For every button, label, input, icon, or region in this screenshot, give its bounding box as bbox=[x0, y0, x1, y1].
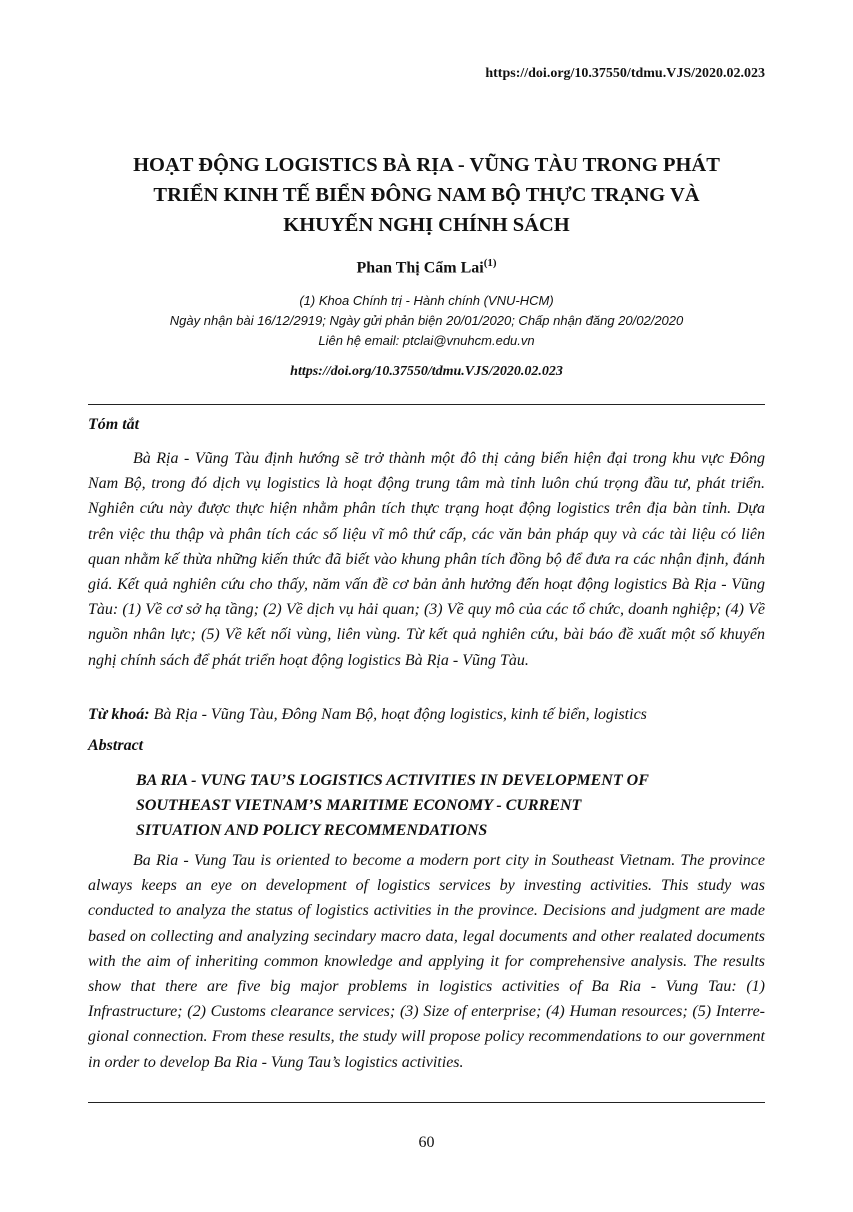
english-title-line: BA RIA - VUNG TAU’S LOGISTICS ACTIVITIES IN DEVELOPMENT OF bbox=[136, 772, 649, 789]
summary-paragraph: Bà Rịa - Vũng Tàu định hướng sẽ trở thành một đô thị cảng biển hiện đại trong khu vực Đông Nam Bộ, trong đó dịch vụ logistics là hoạt động trung tâm mà tỉnh luôn chú trọng đầu tư, phát triển. Nghiên cứu này được thực hiện nhằm phân tích thực trạng hoạt động logistics trên địa bàn tỉnh. Dựa trên việc thu thập và phân tích các số liệu vĩ mô thứ cấp, các văn bản pháp quy và các tài liệu có liên quan nhằm kế thừa những kiến thức đã biết vào khung phân tích đồng bộ để đưa ra các nhận định, đánh giá. Kết quả nghiên cứu cho thấy, năm vấn đề cơ bản ảnh hưởng đến hoạt động logistics Bà Rịa - Vũng Tàu: (1) Về cơ sở hạ tầng; (2) Về dịch vụ hải quan; (3) Về quy mô của các tổ chức, doanh nghiệp; (4) Về nguồn nhân lực; (5) Về kết nối vùng, liên vùng. Từ kết quả nghiên cứu, bài báo đề xuất một số khuyến nghị chính sách để phát triển hoạt động logistics Bà Rịa - Vũng Tàu. bbox=[88, 450, 765, 669]
article-title bbox=[88, 150, 765, 240]
author-name-text: Phan Thị Cẩm Lai bbox=[356, 259, 484, 277]
abstract-heading: Abstract bbox=[88, 737, 144, 754]
author-name bbox=[0, 257, 853, 277]
article-doi-link[interactable]: https://doi.org/10.37550/tdmu.VJS/2020.02.023 bbox=[290, 364, 563, 379]
article-title-line: HOẠT ĐỘNG LOGISTICS BÀ RỊA - VŨNG TÀU TRONG PHÁT bbox=[133, 154, 720, 176]
header-doi-link[interactable]: https://doi.org/10.37550/tdmu.VJS/2020.02.023 bbox=[485, 66, 765, 81]
english-title bbox=[136, 768, 765, 843]
keywords-text: Bà Rịa - Vũng Tàu, Đông Nam Bộ, hoạt động logistics, kinh tế biển, logistics bbox=[149, 706, 647, 723]
affiliation: (1) Khoa Chính trị - Hành chính (VNU-HCM) bbox=[299, 293, 554, 308]
bottom-divider bbox=[88, 1102, 765, 1103]
english-title-line: SITUATION AND POLICY RECOMMENDATIONS bbox=[136, 822, 488, 839]
keywords-label: Từ khoá: bbox=[88, 706, 150, 723]
abstract-paragraph: Ba Ria - Vung Tau is oriented to become a modern port city in Southeast Vietnam. The province always keeps an eye on development of logistics services by investing activities. This study was conducted to analyza the status of logistics activities in the province. Decisions and judgment are made based on collecting and analyzing secindary macro data, legal documents and other realated documents with the aim of inheriting common knowledge and applying it for comprehensive analysis. The results show that there are five big major problems in logistics activities of Ba Ria - Vung Tau: (1) Infrastructure; (2) Customs clearance services; (3) Size of enterprise; (4) Human resources; (5) Interre-gional connection. From these results, the study will propose policy recommendations to our government in order to develop Ba Ria - Vung Tau’s logistics activities. bbox=[88, 852, 765, 1071]
contact-email: Liên hệ email: ptclai@vnuhcm.edu.vn bbox=[318, 333, 535, 348]
page-number: 60 bbox=[418, 1134, 435, 1151]
submission-dates: Ngày nhận bài 16/12/2919; Ngày gửi phản biện 20/01/2020; Chấp nhận đăng 20/02/2020 bbox=[169, 313, 684, 328]
author-affiliation-marker: (1) bbox=[483, 257, 497, 269]
english-title-line: SOUTHEAST VIETNAM’S MARITIME ECONOMY - CURRENT bbox=[136, 797, 582, 814]
article-title-line: TRIỂN KINH TẾ BIỂN ĐÔNG NAM BỘ THỰC TRẠNG VÀ bbox=[153, 184, 700, 206]
article-title-line: KHUYẾN NGHỊ CHÍNH SÁCH bbox=[283, 214, 570, 236]
keywords-line bbox=[88, 706, 765, 724]
top-divider bbox=[88, 404, 765, 405]
article-meta bbox=[0, 291, 853, 351]
summary-heading: Tóm tắt bbox=[88, 416, 140, 433]
